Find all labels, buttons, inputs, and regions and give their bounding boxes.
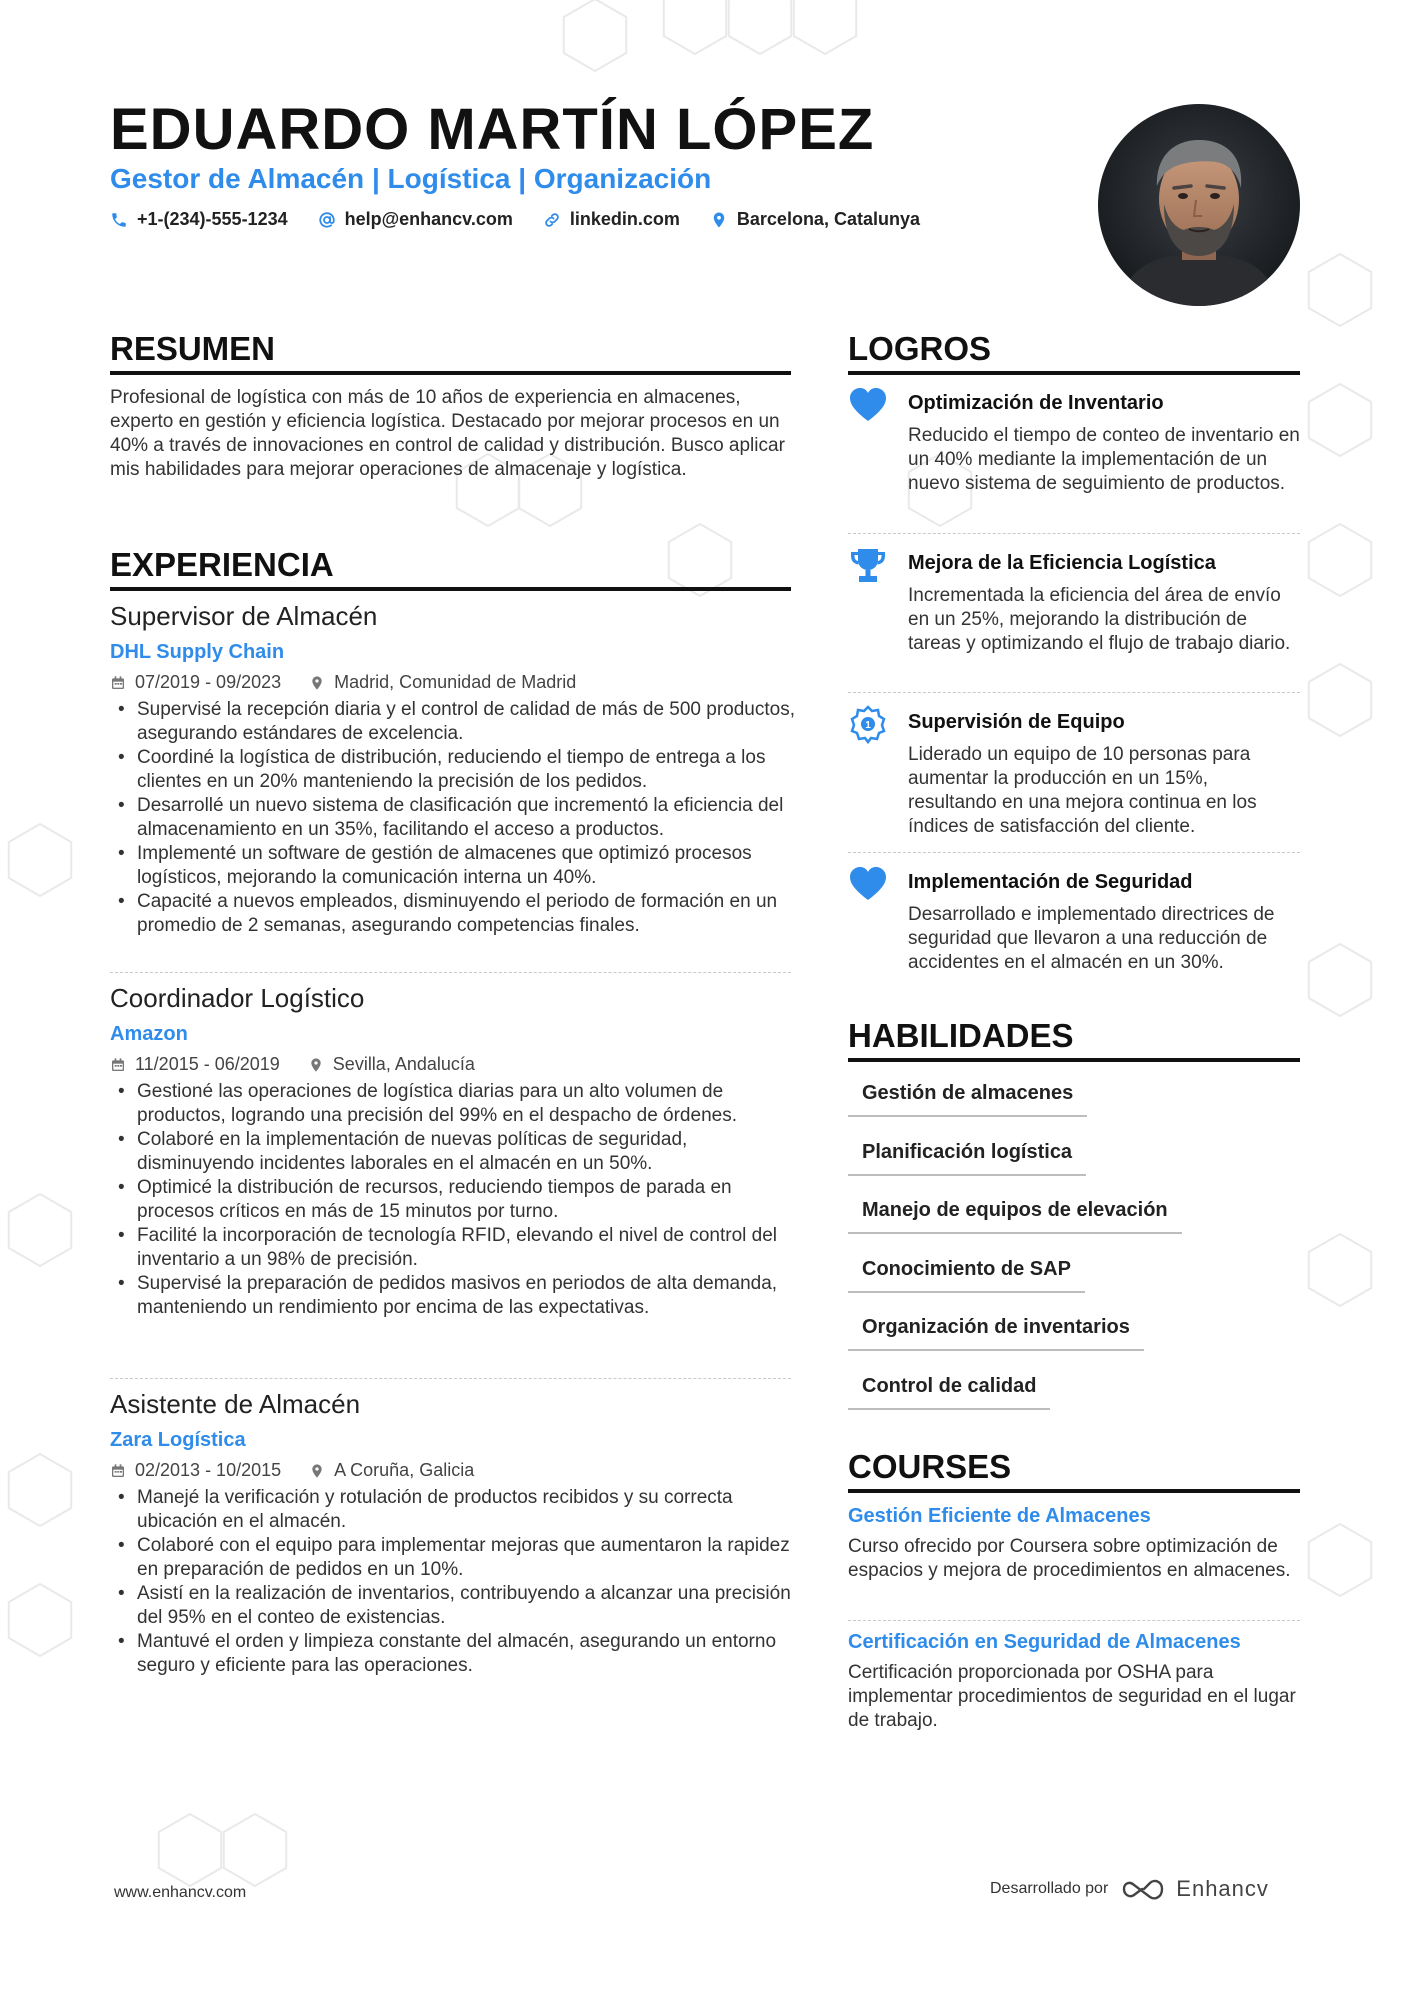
skill-tag: Conocimiento de SAP	[848, 1258, 1085, 1293]
calendar-icon	[110, 675, 126, 691]
job-location	[309, 1460, 474, 1481]
location-text: Barcelona, Catalunya	[736, 209, 920, 229]
course-title: Gestión Eficiente de Almacenes	[848, 1505, 1151, 1527]
svg-text:1: 1	[865, 720, 871, 731]
linkedin-text: linkedin.com	[569, 209, 680, 229]
location-pin-icon	[309, 675, 325, 691]
skill-tag: Organización de inventarios	[848, 1316, 1144, 1351]
location-pin-icon	[309, 1463, 325, 1479]
medal-icon	[848, 705, 888, 745]
achievements-section-title: LOGROS	[848, 330, 992, 367]
location-pin-icon	[710, 211, 728, 229]
job-dates	[110, 672, 281, 693]
trophy-icon	[848, 546, 888, 586]
job-bullet: • Colaboré en la implementación de nuevas políticas de seguridad, disminuyendo incidentes laborales en el almacén en un 50%.	[110, 1128, 795, 1176]
achievement-item	[848, 546, 1300, 686]
enhancv-brand-text: Enhancv	[1176, 1876, 1269, 1901]
job-location	[309, 672, 576, 693]
achievement-desc: Reducido el tiempo de conteo de inventario en un 40% mediante la implementación de un nuevo sistema de seguimiento de productos.	[908, 425, 1300, 494]
achievement-desc: Desarrollado e implementado directrices de seguridad que llevaron a una reducción de accidentes en el almacén en un 30%.	[908, 904, 1275, 973]
job-dates-text: 02/2013 - 10/2015	[135, 1460, 282, 1480]
job-bullets	[110, 698, 795, 938]
achievement-item	[848, 705, 1300, 845]
skills-rule	[848, 1058, 1300, 1062]
contact-linkedin[interactable]	[543, 209, 680, 230]
achievements-rule	[848, 371, 1300, 375]
job-divider	[110, 1378, 791, 1379]
job-bullet: • Desarrollé un nuevo sistema de clasificación que incrementó la eficiencia del almacenamiento en un 35%, facilitando el acceso a productos.	[110, 794, 795, 842]
skills-section-title: HABILIDADES	[848, 1017, 1074, 1054]
heart-icon	[848, 386, 888, 426]
enhancv-logo-icon	[1120, 1877, 1166, 1901]
footer-website[interactable]: www.enhancv.com	[114, 1884, 247, 1901]
job-bullet: • Optimicé la distribución de recursos, reduciendo tiempos de parada en procesos críticos en más de 15 minutos por turno.	[110, 1176, 795, 1224]
job-bullet: • Capacité a nuevos empleados, disminuyendo el periodo de formación en un promedio de 2 semanas, asegurando competencias finales.	[110, 890, 795, 938]
job-company[interactable]: DHL Supply Chain	[110, 641, 285, 663]
contact-location	[710, 209, 920, 230]
job-bullets	[110, 1486, 795, 1678]
course-title: Certificación en Seguridad de Almacenes	[848, 1631, 1241, 1653]
job-title: Asistente de Almacén	[110, 1389, 361, 1419]
achievement-title: Mejora de la Eficiencia Logística	[908, 552, 1216, 574]
job-bullet: • Coordiné la logística de distribución, reduciendo el tiempo de entrega a los clientes en un 20% manteniendo la precisión de los pedidos.	[110, 746, 795, 794]
achievement-divider	[848, 533, 1300, 534]
job-company[interactable]: Zara Logística	[110, 1429, 246, 1451]
job-dates	[110, 1460, 281, 1481]
skill-tag: Planificación logística	[848, 1141, 1086, 1176]
skill-tag: Manejo de equipos de elevación	[848, 1199, 1182, 1234]
job-bullet: • Gestioné las operaciones de logística diarias para un alto volumen de productos, logrando una precisión del 99% en el despacho de órdenes.	[110, 1080, 795, 1128]
candidate-name: EDUARDO MARTÍN LÓPEZ	[110, 97, 875, 162]
profile-photo	[1098, 104, 1300, 306]
job-location-text: A Coruña, Galicia	[334, 1460, 475, 1480]
job-bullets	[110, 1080, 795, 1320]
phone-icon	[110, 211, 128, 229]
summary-rule	[110, 371, 791, 375]
achievement-desc: Liderado un equipo de 10 personas para aumentar la producción en un 15%, resultando en una mejora continua en los índices de satisfacción del cliente.	[908, 744, 1257, 837]
job-bullet: • Supervisé la recepción diaria y el control de calidad de más de 500 productos, asegurando estándares de excelencia.	[110, 698, 795, 746]
phone-text: +1-(234)-555-1234	[137, 209, 288, 229]
achievement-title: Supervisión de Equipo	[908, 711, 1125, 733]
achievement-divider	[848, 852, 1300, 853]
enhancv-logo[interactable]	[1120, 1876, 1269, 1902]
achievement-item	[848, 386, 1300, 526]
footer-powered-by	[990, 1876, 1269, 1902]
calendar-icon	[110, 1463, 126, 1479]
experience-rule	[110, 587, 791, 591]
job-company[interactable]: Amazon	[110, 1023, 188, 1045]
job-bullet: • Supervisé la preparación de pedidos masivos en periodos de alta demanda, manteniendo un rendimiento por encima de las expectativas.	[110, 1272, 795, 1320]
skill-tag: Gestión de almacenes	[848, 1082, 1087, 1117]
job-bullet: • Manejé la verificación y rotulación de productos recibidos y su correcta ubicación en el almacén.	[110, 1486, 795, 1534]
location-pin-icon	[308, 1057, 324, 1073]
job-location-text: Sevilla, Andalucía	[332, 1054, 475, 1074]
email-text: help@enhancv.com	[344, 209, 513, 229]
at-icon	[318, 211, 336, 229]
summary-section-title: RESUMEN	[110, 330, 276, 367]
job-meta	[110, 672, 604, 693]
job-divider	[110, 972, 791, 973]
job-location-text: Madrid, Comunidad de Madrid	[334, 672, 577, 692]
job-dates-text: 07/2019 - 09/2023	[135, 672, 282, 692]
candidate-tagline: Gestor de Almacén | Logística | Organización	[110, 163, 712, 194]
job-dates	[110, 1054, 280, 1075]
job-title: Supervisor de Almacén	[110, 601, 378, 631]
achievement-item	[848, 865, 1300, 985]
achievement-title: Optimización de Inventario	[908, 392, 1164, 414]
contact-bar	[110, 209, 920, 230]
achievement-divider	[848, 692, 1300, 693]
skill-tag: Control de calidad	[848, 1375, 1050, 1410]
job-bullet: • Implementé un software de gestión de almacenes que optimizó procesos logísticos, mejorando la comunicación interna un 40%.	[110, 842, 795, 890]
course-desc: Certificación proporcionada por OSHA para implementar procedimientos de seguridad en el lugar de trabajo.	[848, 1662, 1296, 1731]
experience-section-title: EXPERIENCIA	[110, 546, 334, 583]
summary-text: Profesional de logística con más de 10 años de experiencia en almacenes, experto en gestión y eficiencia logística. Destacado por mejorar procesos en un 40% a través de innovaciones en control de calidad y distribución. Busco aplicar mis habilidades para mejorar operaciones de almacenaje y logística.	[110, 387, 785, 480]
achievement-title: Implementación de Seguridad	[908, 871, 1193, 893]
courses-rule	[848, 1489, 1300, 1493]
course-divider	[848, 1620, 1300, 1621]
job-dates-text: 11/2015 - 06/2019	[135, 1054, 280, 1074]
contact-phone[interactable]	[110, 209, 288, 230]
job-meta	[110, 1460, 502, 1481]
courses-section-title: COURSES	[848, 1448, 1012, 1485]
job-meta	[110, 1054, 503, 1075]
heart-icon	[848, 865, 888, 905]
course-desc: Curso ofrecido por Coursera sobre optimización de espacios y mejora de procedimientos en almacenes.	[848, 1536, 1291, 1581]
calendar-icon	[110, 1057, 126, 1073]
contact-email[interactable]	[318, 209, 513, 230]
achievement-desc: Incrementada la eficiencia del área de envío en un 25%, mejorando la distribución de tareas y optimizando el flujo de trabajo diario.	[908, 585, 1291, 654]
job-bullet: • Facilité la incorporación de tecnología RFID, elevando el nivel de control del inventario a un 98% de precisión.	[110, 1224, 795, 1272]
job-bullet: • Colaboré con el equipo para implementar mejoras que aumentaron la rapidez en preparación de pedidos en un 10%.	[110, 1534, 795, 1582]
powered-by-text: Desarrollado por	[990, 1880, 1109, 1897]
job-bullet: • Mantuvé el orden y limpieza constante del almacén, asegurando un entorno seguro y eficiente para las operaciones.	[110, 1630, 795, 1678]
job-title: Coordinador Logístico	[110, 983, 365, 1013]
job-location	[308, 1054, 475, 1075]
job-bullet: • Asistí en la realización de inventarios, contribuyendo a alcanzar una precisión del 95% en el conteo de existencias.	[110, 1582, 795, 1630]
link-icon	[543, 211, 561, 229]
